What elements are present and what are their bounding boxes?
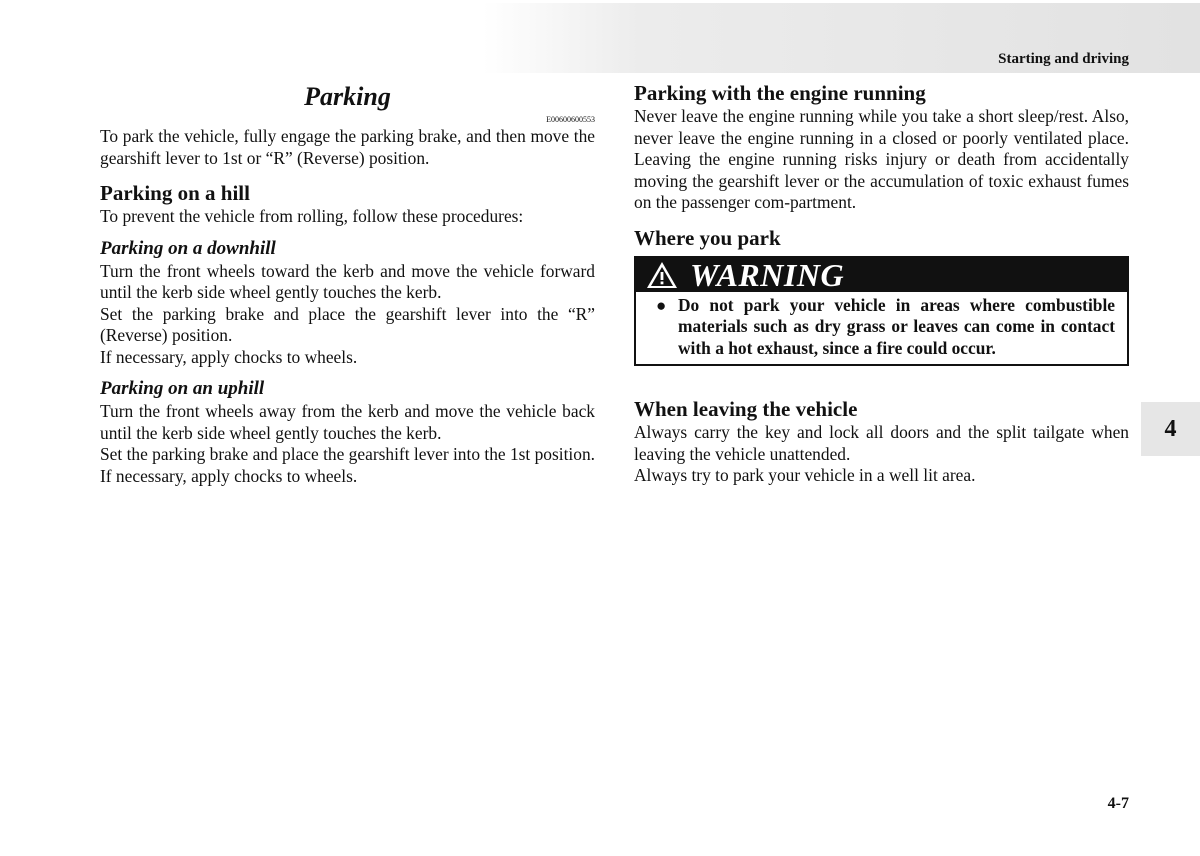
left-column: [100, 80, 595, 487]
page-number: 4-7: [1107, 795, 1129, 812]
downhill-paragraph-1: Turn the front wheels toward the kerb and move the vehicle forward until the kerb side wheel gently touches the kerb.: [100, 260, 595, 302]
heading-leaving-vehicle: When leaving the vehicle: [634, 397, 858, 421]
heading-uphill: Parking on an uphill: [100, 378, 265, 399]
heading-parking-on-hill: Parking on a hill: [100, 181, 250, 205]
downhill-paragraph-3: If necessary, apply chocks to wheels.: [100, 346, 358, 367]
uphill-paragraph-1: Turn the front wheels away from the kerb and move the vehicle back until the kerb side wheel gently touches the kerb.: [100, 401, 595, 443]
engine-running-text: Never leave the engine running while you take a short sleep/rest. Also, never leave the engine running in a closed or poorly ventilated place. Leaving the engine running risks injury or death from accidentally moving the gearshift lever or the accumulation of toxic exhaust fumes on the passenger com-partment.: [634, 106, 1129, 212]
chapter-tab: [1141, 402, 1200, 456]
leaving-paragraph-2: Always try to park your vehicle in a well lit area.: [634, 465, 976, 485]
warning-triangle-icon: [646, 261, 678, 289]
heading-downhill: Parking on a downhill: [100, 237, 276, 259]
warning-text: Do not park your vehicle in areas where combustible materials such as dry grass or leaves can come in contact with a hot exhaust, since a fire could occur.: [678, 294, 1115, 358]
downhill-paragraph-2: Set the parking brake and place the gearshift lever into the “R” (Reverse) position.: [100, 303, 595, 345]
section-title: Starting and driving: [998, 51, 1129, 67]
warning-body: [636, 292, 1127, 365]
warning-label: WARNING: [690, 256, 845, 293]
document-code: E00600600553: [546, 115, 595, 124]
parking-hill-text: To prevent the vehicle from rolling, follow these procedures:: [100, 206, 524, 226]
bullet-icon: ●: [656, 295, 667, 315]
parking-intro: To park the vehicle, fully engage the parking brake, and then move the gearshift lever to 1st or “R” (Reverse) position.: [100, 126, 595, 168]
uphill-paragraph-2: Set the parking brake and place the gearshift lever into the 1st position.: [100, 444, 596, 464]
heading-where-you-park: Where you park: [634, 225, 781, 250]
page-title: Parking: [304, 82, 391, 111]
heading-engine-running: Parking with the engine running: [634, 81, 926, 105]
right-column: [634, 80, 1129, 487]
warning-box: [634, 256, 1129, 367]
uphill-paragraph-3: If necessary, apply chocks to wheels.: [100, 465, 358, 486]
chapter-number: 4: [1164, 415, 1177, 442]
leaving-paragraph-1: Always carry the key and lock all doors and the split tailgate when leaving the vehicle unattended.: [634, 422, 1129, 464]
warning-header: [636, 258, 1127, 292]
